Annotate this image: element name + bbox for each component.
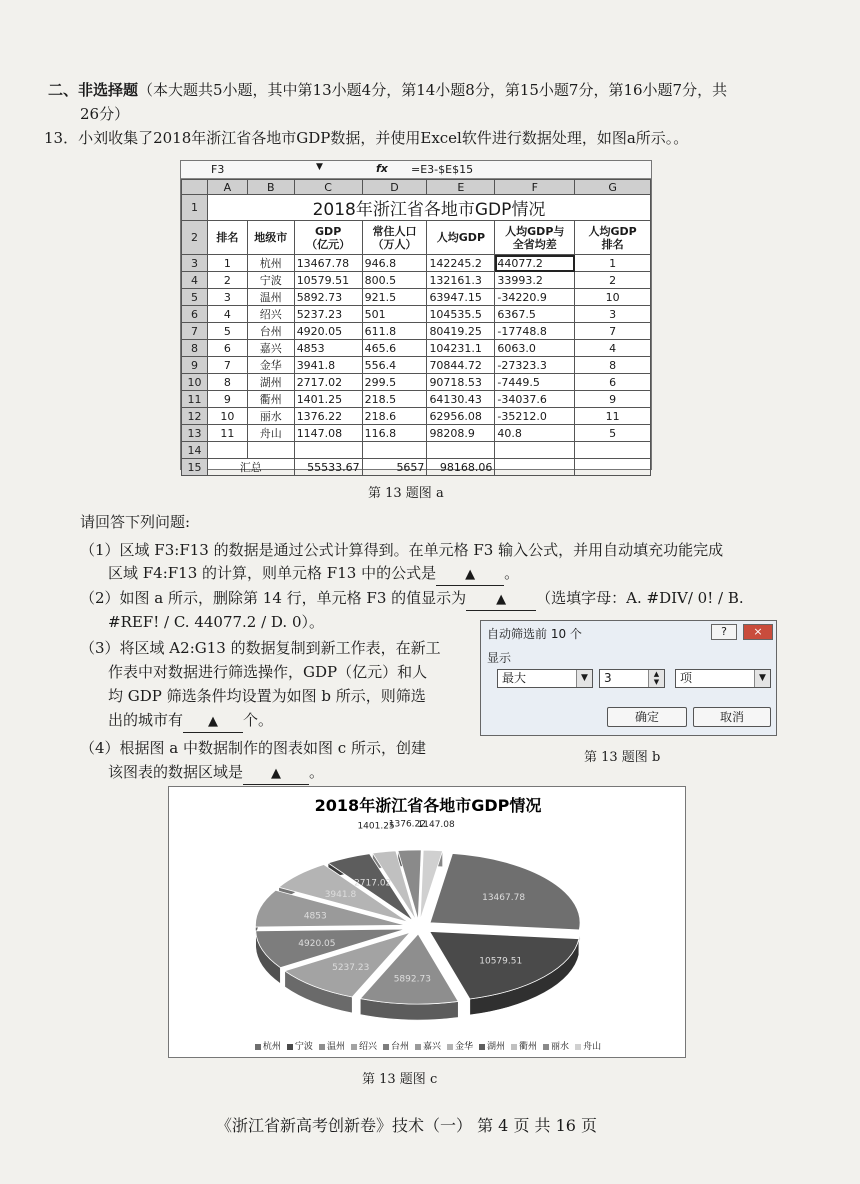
q1-period: 。 [504, 564, 520, 582]
legend-item [479, 1042, 505, 1052]
column-header[interactable]: G [575, 180, 651, 195]
data-cell[interactable]: 501 [362, 306, 427, 323]
row-header[interactable]: 7 [182, 323, 208, 340]
data-cell[interactable]: 2 [207, 272, 247, 289]
data-cell[interactable]: 衢州 [247, 391, 294, 408]
section-desc: （本大题共5小题，其中第13小题4分，第14小题8分，第15小题7分，第16小题7分，共 [138, 81, 728, 99]
legend-label: 台州 [390, 1042, 409, 1052]
close-button[interactable]: × [743, 624, 773, 640]
data-cell[interactable]: 8 [207, 374, 247, 391]
legend-item [319, 1042, 345, 1052]
pie-chart-svg [169, 787, 687, 1039]
header-cell[interactable]: 人均GDP [427, 221, 495, 255]
data-cell[interactable]: 64130.43 [427, 391, 495, 408]
sheet-title-cell[interactable]: 2018年浙江省各地市GDP情况 [207, 195, 650, 221]
q1-line2 [108, 563, 519, 586]
empty-cell[interactable] [294, 442, 362, 459]
data-cell[interactable]: 90718.53 [427, 374, 495, 391]
row-header[interactable]: 10 [182, 374, 208, 391]
table-row [182, 391, 651, 408]
data-cell[interactable]: 6063.0 [495, 340, 575, 357]
legend-swatch [415, 1044, 421, 1050]
name-box[interactable]: F3 [211, 163, 225, 176]
data-cell[interactable]: 金华 [247, 357, 294, 374]
data-label: 13467.78 [482, 893, 526, 904]
data-cell[interactable]: 70844.72 [427, 357, 495, 374]
total-label-cell[interactable]: 汇总 [207, 459, 294, 476]
data-label: 5237.23 [332, 962, 370, 973]
total-pop-cell[interactable]: 5657 [362, 459, 427, 476]
legend-label: 嘉兴 [422, 1042, 441, 1052]
data-cell[interactable]: 3 [207, 289, 247, 306]
table-row [182, 340, 651, 357]
page-footer: 《浙江省新高考创新卷》技术（一） 第 4 页 共 16 页 [216, 1116, 598, 1135]
header-cell[interactable]: 人均GDP与 全省均差 [495, 221, 575, 255]
data-label: 4920.05 [298, 939, 336, 950]
data-cell[interactable]: 44077.2 [495, 255, 575, 272]
row-header[interactable]: 12 [182, 408, 208, 425]
data-cell[interactable]: 8 [575, 357, 651, 374]
q2-answer-blank[interactable]: ▲ [466, 590, 536, 611]
data-cell[interactable]: 218.6 [362, 408, 427, 425]
section-title: 二、非选择题 [48, 81, 139, 99]
prompt: 请回答下列问题: [80, 513, 191, 531]
data-cell[interactable]: -34220.9 [495, 289, 575, 306]
data-cell[interactable]: 杭州 [247, 255, 294, 272]
spreadsheet [180, 160, 652, 474]
legend-swatch [255, 1044, 261, 1050]
q2-line1 [80, 588, 744, 611]
data-cell[interactable]: 11 [575, 408, 651, 425]
data-cell[interactable]: 舟山 [247, 425, 294, 442]
data-cell[interactable]: 13467.78 [294, 255, 362, 272]
column-header[interactable]: E [427, 180, 495, 195]
data-cell[interactable]: 946.8 [362, 255, 427, 272]
sheet-grid [181, 179, 651, 476]
data-cell[interactable]: 宁波 [247, 272, 294, 289]
section-desc-2: 26分） [80, 105, 130, 123]
data-cell[interactable]: 3941.8 [294, 357, 362, 374]
table-row [182, 357, 651, 374]
data-cell[interactable]: -7449.5 [495, 374, 575, 391]
legend-item [351, 1042, 377, 1052]
chart-legend [169, 1039, 687, 1052]
data-cell[interactable]: 142245.2 [427, 255, 495, 272]
data-cell[interactable]: 465.6 [362, 340, 427, 357]
caption-c: 第 13 题图 c [362, 1072, 438, 1087]
empty-cell[interactable] [495, 459, 575, 476]
table-row [182, 255, 651, 272]
data-cell[interactable]: -17748.8 [495, 323, 575, 340]
row-header[interactable]: 2 [182, 221, 208, 255]
empty-cell[interactable] [362, 442, 427, 459]
data-cell[interactable]: 9 [575, 391, 651, 408]
row-header[interactable]: 4 [182, 272, 208, 289]
data-cell[interactable]: 98208.9 [427, 425, 495, 442]
pie-slice[interactable] [430, 854, 580, 930]
legend-swatch [575, 1044, 581, 1050]
data-cell[interactable]: -35212.0 [495, 408, 575, 425]
column-header[interactable]: C [294, 180, 362, 195]
table-row [182, 459, 651, 476]
legend-item [447, 1042, 473, 1052]
data-cell[interactable]: 5892.73 [294, 289, 362, 306]
row-header[interactable]: 13 [182, 425, 208, 442]
data-cell[interactable]: 1376.22 [294, 408, 362, 425]
legend-swatch [543, 1044, 549, 1050]
data-cell[interactable]: 4853 [294, 340, 362, 357]
data-cell[interactable]: -27323.3 [495, 357, 575, 374]
data-cell[interactable]: 40.8 [495, 425, 575, 442]
q2-line2: #REF! / C. 44077.2 / D. 0）。 [108, 613, 325, 631]
data-cell[interactable]: 6 [575, 374, 651, 391]
data-cell[interactable]: 63947.15 [427, 289, 495, 306]
legend-swatch [383, 1044, 389, 1050]
data-cell[interactable]: 62956.08 [427, 408, 495, 425]
data-cell[interactable]: 温州 [247, 289, 294, 306]
data-label: 2717.02 [354, 878, 392, 889]
data-cell[interactable]: 33993.2 [495, 272, 575, 289]
data-cell[interactable]: 11 [207, 425, 247, 442]
column-header[interactable]: B [247, 180, 294, 195]
header-cell[interactable]: 排名 [207, 221, 247, 255]
count-spinner[interactable] [599, 669, 665, 688]
data-cell[interactable]: 10579.51 [294, 272, 362, 289]
legend-item [255, 1042, 281, 1052]
name-box-dropdown-icon[interactable]: ▼ [316, 162, 323, 172]
q2-text: （2）如图 a 所示，删除第 14 行，单元格 F3 的值显示为 [80, 589, 467, 607]
q1-answer-blank[interactable]: ▲ [436, 565, 504, 586]
q4-line1: （4）根据图 a 中数据制作的图表如图 c 所示，创建 [80, 739, 426, 757]
spinner-icon[interactable]: ▲ ▼ [648, 670, 664, 687]
row-header[interactable]: 1 [182, 195, 208, 221]
data-label: 10579.51 [479, 956, 523, 967]
data-label: 1401.25 [357, 821, 395, 832]
help-button[interactable]: ? [711, 624, 737, 640]
legend-swatch [447, 1044, 453, 1050]
unit-select[interactable] [675, 669, 771, 688]
question-intro: 13．小刘收集了2018年浙江省各地市GDP数据，并使用Excel软件进行数据处理，如图a所示。。 [44, 129, 689, 147]
ok-button[interactable]: 确定 [607, 707, 687, 727]
empty-cell[interactable] [495, 442, 575, 459]
table-row [182, 425, 651, 442]
q3-suffix: 个。 [243, 711, 274, 729]
data-cell[interactable]: -34037.6 [495, 391, 575, 408]
select-all-corner[interactable] [182, 180, 208, 195]
row-header[interactable]: 5 [182, 289, 208, 306]
cancel-button[interactable]: 取消 [693, 707, 771, 727]
q4-text: 该图表的数据区域是 [108, 763, 244, 781]
row-header[interactable]: 9 [182, 357, 208, 374]
legend-label: 衢州 [519, 1042, 538, 1052]
table-row [182, 221, 651, 255]
legend-item [511, 1042, 537, 1052]
data-label: 3941.8 [324, 889, 357, 900]
q4-period: 。 [309, 763, 325, 781]
data-cell[interactable]: 104231.1 [427, 340, 495, 357]
empty-cell[interactable] [207, 442, 247, 459]
unit-value: 项 [680, 671, 693, 685]
autofilter-top10-dialog [480, 620, 777, 736]
dialog-title: 自动筛选前 10 个 [487, 627, 582, 641]
fx-icon[interactable]: fx [376, 162, 388, 175]
data-cell[interactable]: 1 [575, 255, 651, 272]
direction-select[interactable] [497, 669, 593, 688]
data-cell[interactable]: 80419.25 [427, 323, 495, 340]
legend-label: 湖州 [487, 1042, 506, 1052]
data-cell[interactable]: 1 [207, 255, 247, 272]
legend-label: 温州 [326, 1042, 345, 1052]
row-header[interactable]: 3 [182, 255, 208, 272]
data-cell[interactable]: 10 [207, 408, 247, 425]
q4-answer-blank[interactable]: ▲ [243, 764, 309, 785]
data-cell[interactable]: 800.5 [362, 272, 427, 289]
empty-cell[interactable] [427, 442, 495, 459]
data-cell[interactable]: 嘉兴 [247, 340, 294, 357]
table-row [182, 306, 651, 323]
legend-label: 杭州 [262, 1042, 281, 1052]
data-cell[interactable]: 218.5 [362, 391, 427, 408]
data-cell[interactable]: 10 [575, 289, 651, 306]
legend-swatch [319, 1044, 325, 1050]
row-header[interactable]: 14 [182, 442, 208, 459]
q1-line1: （1）区域 F3:F13 的数据是通过公式计算得到。在单元格 F3 输入公式，并用自动填充功能完成 [80, 541, 724, 559]
data-cell[interactable]: 132161.3 [427, 272, 495, 289]
data-cell[interactable]: 299.5 [362, 374, 427, 391]
legend-label: 宁波 [294, 1042, 313, 1052]
data-cell[interactable]: 5 [207, 323, 247, 340]
row-header[interactable]: 6 [182, 306, 208, 323]
legend-item [287, 1042, 313, 1052]
row-header[interactable]: 15 [182, 459, 208, 476]
pie-chart [168, 786, 686, 1058]
show-label: 显示 [487, 651, 512, 665]
data-cell[interactable]: 2717.02 [294, 374, 362, 391]
row-header[interactable]: 8 [182, 340, 208, 357]
count-value: 3 [604, 671, 612, 685]
data-cell[interactable]: 1147.08 [294, 425, 362, 442]
total-gdp-cell[interactable]: 55533.67 [294, 459, 362, 476]
legend-item [543, 1042, 569, 1052]
legend-label: 金华 [455, 1042, 474, 1052]
data-cell[interactable]: 4 [207, 306, 247, 323]
header-cell[interactable]: 常住人口 （万人） [362, 221, 427, 255]
column-header-row [182, 180, 651, 195]
table-row [182, 272, 651, 289]
header-cell[interactable]: 人均GDP 排名 [575, 221, 651, 255]
legend-swatch [511, 1044, 517, 1050]
chart-title: 2018年浙江省各地市GDP情况 [314, 796, 542, 815]
column-header[interactable]: A [207, 180, 247, 195]
data-cell[interactable]: 116.8 [362, 425, 427, 442]
data-cell[interactable]: 5237.23 [294, 306, 362, 323]
data-cell[interactable]: 611.8 [362, 323, 427, 340]
empty-cell[interactable] [575, 459, 651, 476]
table-row [182, 289, 651, 306]
data-cell[interactable]: 6 [207, 340, 247, 357]
empty-cell[interactable] [247, 442, 294, 459]
table-row [182, 408, 651, 425]
q3-line1: （3）将区域 A2:G13 的数据复制到新工作表，在新工 [80, 639, 441, 657]
data-cell[interactable]: 绍兴 [247, 306, 294, 323]
data-cell[interactable]: 7 [575, 323, 651, 340]
header-cell[interactable]: GDP （亿元） [294, 221, 362, 255]
data-cell[interactable]: 台州 [247, 323, 294, 340]
q3-answer-blank[interactable]: ▲ [183, 712, 243, 733]
total-avg-cell[interactable]: 98168.06 [427, 459, 495, 476]
data-cell[interactable]: 4 [575, 340, 651, 357]
caption-b: 第 13 题图 b [584, 750, 661, 765]
column-header[interactable]: F [495, 180, 575, 195]
data-cell[interactable]: 3 [575, 306, 651, 323]
legend-swatch [351, 1044, 357, 1050]
data-cell[interactable]: 7 [207, 357, 247, 374]
formula-bar [181, 161, 651, 179]
section-heading [48, 80, 727, 100]
direction-value: 最大 [502, 671, 527, 685]
data-cell[interactable]: 1401.25 [294, 391, 362, 408]
data-label: 5892.73 [393, 974, 431, 985]
data-cell[interactable]: 4920.05 [294, 323, 362, 340]
legend-item [575, 1042, 601, 1052]
legend-label: 舟山 [583, 1042, 602, 1052]
column-header[interactable]: D [362, 180, 427, 195]
data-label: 1376.22 [388, 819, 427, 830]
data-cell[interactable]: 5 [575, 425, 651, 442]
q3-line3: 均 GDP 筛选条件均设置为如图 b 所示，则筛选 [108, 687, 426, 705]
data-cell[interactable]: 2 [575, 272, 651, 289]
empty-cell[interactable] [575, 442, 651, 459]
chevron-down-icon[interactable]: ▼ [576, 670, 592, 687]
data-cell[interactable]: 556.4 [362, 357, 427, 374]
legend-label: 丽水 [551, 1042, 570, 1052]
table-row [182, 442, 651, 459]
data-label: 4853 [303, 911, 327, 922]
legend-swatch [479, 1044, 485, 1050]
data-cell[interactable]: 湖州 [247, 374, 294, 391]
legend-item [415, 1042, 441, 1052]
formula-text[interactable]: =E3-$E$15 [411, 163, 474, 176]
data-cell[interactable]: 丽水 [247, 408, 294, 425]
legend-label: 绍兴 [358, 1042, 377, 1052]
data-cell[interactable]: 104535.5 [427, 306, 495, 323]
q3-line2: 作表中对数据进行筛选操作，GDP（亿元）和人 [108, 663, 428, 681]
header-cell[interactable]: 地级市 [247, 221, 294, 255]
table-row [182, 374, 651, 391]
data-cell[interactable]: 6367.5 [495, 306, 575, 323]
data-cell[interactable]: 921.5 [362, 289, 427, 306]
data-label: 1147.08 [417, 819, 455, 830]
table-row [182, 323, 651, 340]
chevron-down-icon[interactable]: ▼ [754, 670, 770, 687]
q1-text: 区域 F4:F13 的计算，则单元格 F13 中的公式是 [108, 564, 437, 582]
legend-swatch [287, 1044, 293, 1050]
data-cell[interactable]: 9 [207, 391, 247, 408]
q2-options: （选填字母：A. #DIV/ 0! / B. [536, 589, 744, 607]
caption-a: 第 13 题图 a [368, 486, 444, 501]
legend-item [383, 1042, 409, 1052]
row-header[interactable]: 11 [182, 391, 208, 408]
q3-text: 出的城市有 [108, 711, 184, 729]
table-row [182, 195, 651, 221]
q3-line4 [108, 710, 273, 733]
q4-line2 [108, 762, 324, 785]
